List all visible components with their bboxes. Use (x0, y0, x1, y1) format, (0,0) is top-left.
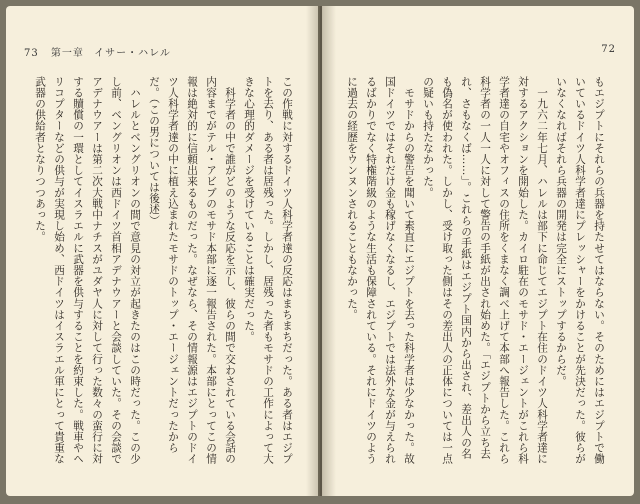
left-page-body: この作戦に対するドイツ人科学者達の反応はまちまちだった。ある者はエジプトを去り、ある者は居残った。しかし、居残った者もモサドの工作によって大きな心理的ダメージを受けていることは確実だった。 科学者の中で誰がどのような反応を示し、彼らの間で交わされている会話の内容までがテル・アビブのモサド本部に逐一報告された。本部にとってこの情報は絶対的に信頼出来るものだった。なぜなら、その情報源はエジプトのドイツ人科学者達の中に植え込まれたモサドのトップ・エージェントだったからだ。（この男については後述） ハレルとベングリオンの間で意見の対立が起きたのはこの時だった。この少し前、ベングリオンは西ドイツ首相アデナウアーと会談していた。その会談でアデナウアーは第二次大戦中ナチスがユダヤ人に対して行った数々の蛮行に対する贖償の一環としてイスラエルに武器を供与することを約束した。戦車やヘリコプターなどの供与が実現し始め、西ドイツはイスラエル軍にとって貴重な武器の供給者となりつつあった。 (34, 76, 293, 465)
page-number-left: 73 (24, 48, 39, 59)
running-title: イサー・ハレル (94, 48, 171, 59)
right-page-body: もエジプトにそれらの兵器を持たせてはならない。そのためにはエジプトで働いているドイツ人科学者達にプレッシャーをかけることが先決だった。彼らがいなくなればそれら兵器の開発は完全にストップするからだ。 一九六二年七月、ハレルは部下に命じてエジプト在住のドイツ人科学者達に対するアクションを開始した。カイロ駐在のモサド・エージェントがこれら科学者達の自宅やオフィスの住所をくまなく調べ上げて本部へ報告した。これら科学者の一人一人に対して警告の手紙が出され始めた。「エジプトから立ち去れ、さもなくば……」。これらの手紙はエジプト国内から出され、差出人の名も偽名が使われた。しかし、受け取った側はその差出人の正体については一点の疑いも持たなかった。 モサドからの警告を聞いて素直にエジプトを去った科学者は少なかった。故国ドイツではそれだけ金も稼げなくなるし、エジプトでは法外な金が与えられるばかりでなく特権階級のような生活も保障されている。それにドイツのように過去の経歴をウンヌンされることもなかった。 (346, 76, 605, 465)
chapter-label: 第一章 (50, 48, 84, 59)
left-page (6, 6, 318, 496)
right-page-header (601, 44, 616, 55)
left-page-header (24, 44, 171, 59)
page-number-right: 72 (601, 44, 616, 55)
right-page (322, 6, 634, 496)
